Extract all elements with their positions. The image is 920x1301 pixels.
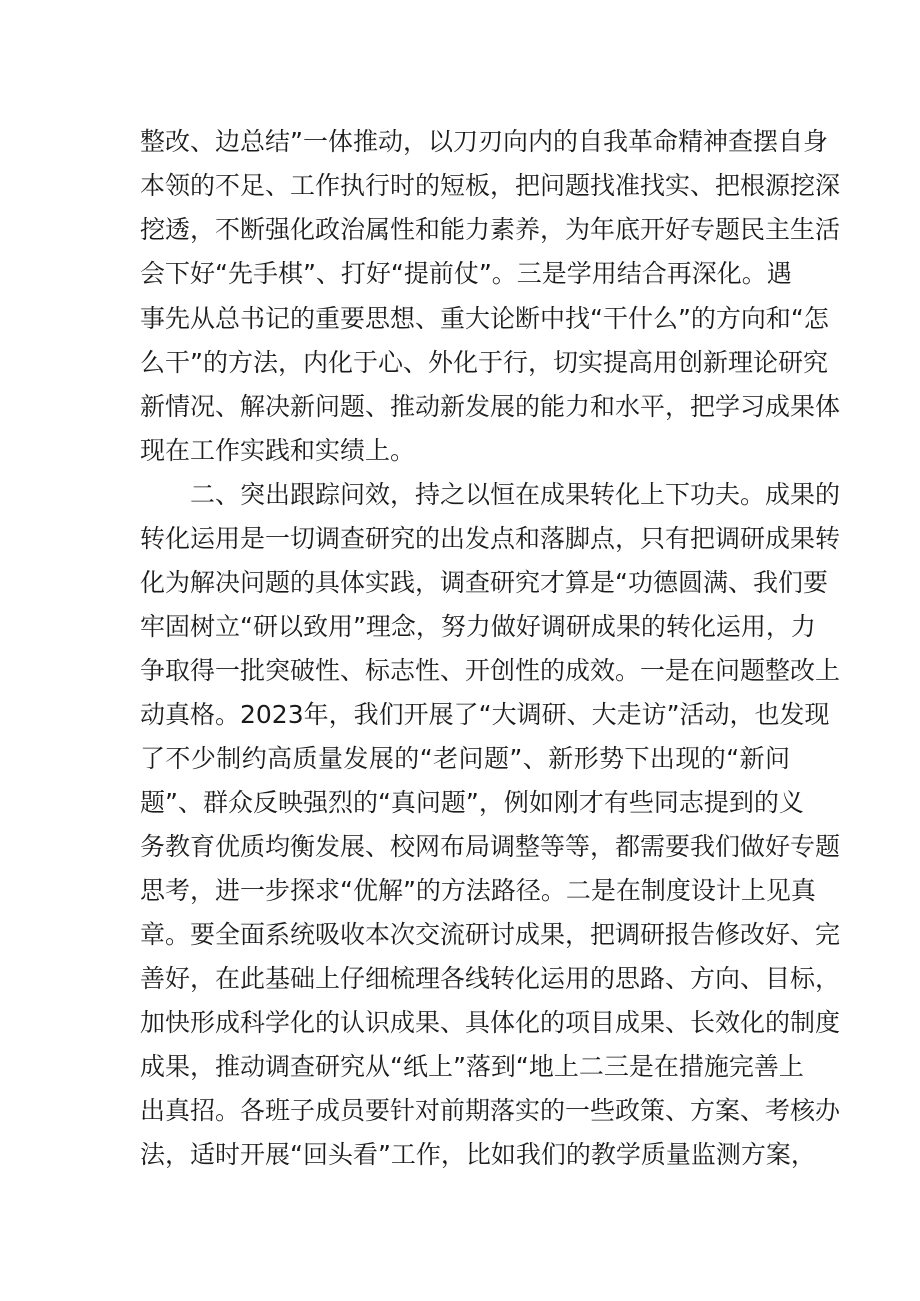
text-line: 整改、边总结”一体推动，以刀刃向内的自我革命精神查摆自身	[140, 127, 828, 156]
text-line: 争取得一批突破性、标志性、开创性的成效。一是在问题整改上	[140, 656, 841, 685]
text-line: 新情况、解决新问题、推动新发展的能力和水平，把学习成果体	[140, 392, 841, 421]
text-line: 转化运用是一切调查研究的出发点和落脚点，只有把调研成果转	[140, 524, 841, 553]
text-line: 出真招。各班子成员要针对前期落实的一些政策、方案、考核办	[140, 1096, 841, 1125]
text-line: 了不少制约高质量发展的“老问题”、新形势下出现的“新问	[140, 744, 790, 773]
paragraph-first-line: 二、突出跟踪问效，持之以恒在成果转化上下功夫。成果的	[190, 480, 841, 509]
text-line: 善好，在此基础上仔细梳理各线转化运用的思路、方向、目标，	[140, 964, 841, 993]
text-line: 事先从总书记的重要思想、重大论断中找“干什么”的方向和“怎	[140, 304, 829, 333]
text-line: 化为解决问题的具体实践，调查研究才算是“功德圆满、我们要	[140, 568, 828, 597]
text-line: 题”、群众反映强烈的“真问题”，例如刚才有些同志提到的义	[140, 788, 804, 817]
text-line: 加快形成科学化的认识成果、具体化的项目成果、长效化的制度	[140, 1008, 841, 1037]
text-line: 法，适时开展“回头看”工作，比如我们的教学质量监测方案，	[140, 1140, 816, 1169]
text-line: 思考，进一步探求“优解”的方法路径。二是在制度设计上见真	[140, 876, 816, 905]
text-line: 么干”的方法，内化于心、外化于行，切实提高用创新理论研究	[140, 348, 828, 377]
text-line: 动真格。2023年，我们开展了“大调研、大走访”活动，也发现	[140, 700, 830, 729]
text-line: 挖透，不断强化政治属性和能力素养，为年底开好专题民主生活	[140, 215, 841, 244]
text-line: 本领的不足、工作执行时的短板，把问题找准找实、把根源挖深	[140, 171, 841, 200]
text-line: 牢固树立“研以致用”理念，努力做好调研成果的转化运用，力	[140, 612, 816, 641]
text-line: 务教育优质均衡发展、校网布局调整等等，都需要我们做好专题	[140, 832, 841, 861]
text-line: 成果，推动调查研究从“纸上”落到“地上二三是在措施完善上	[140, 1052, 804, 1081]
text-line: 会下好“先手棋”、打好“提前仗”。三是学用结合再深化。遇	[140, 259, 792, 288]
text-line: 章。要全面系统吸收本次交流研讨成果，把调研报告修改好、完	[140, 920, 841, 949]
text-line: 现在工作实践和实绩上。	[140, 436, 416, 465]
